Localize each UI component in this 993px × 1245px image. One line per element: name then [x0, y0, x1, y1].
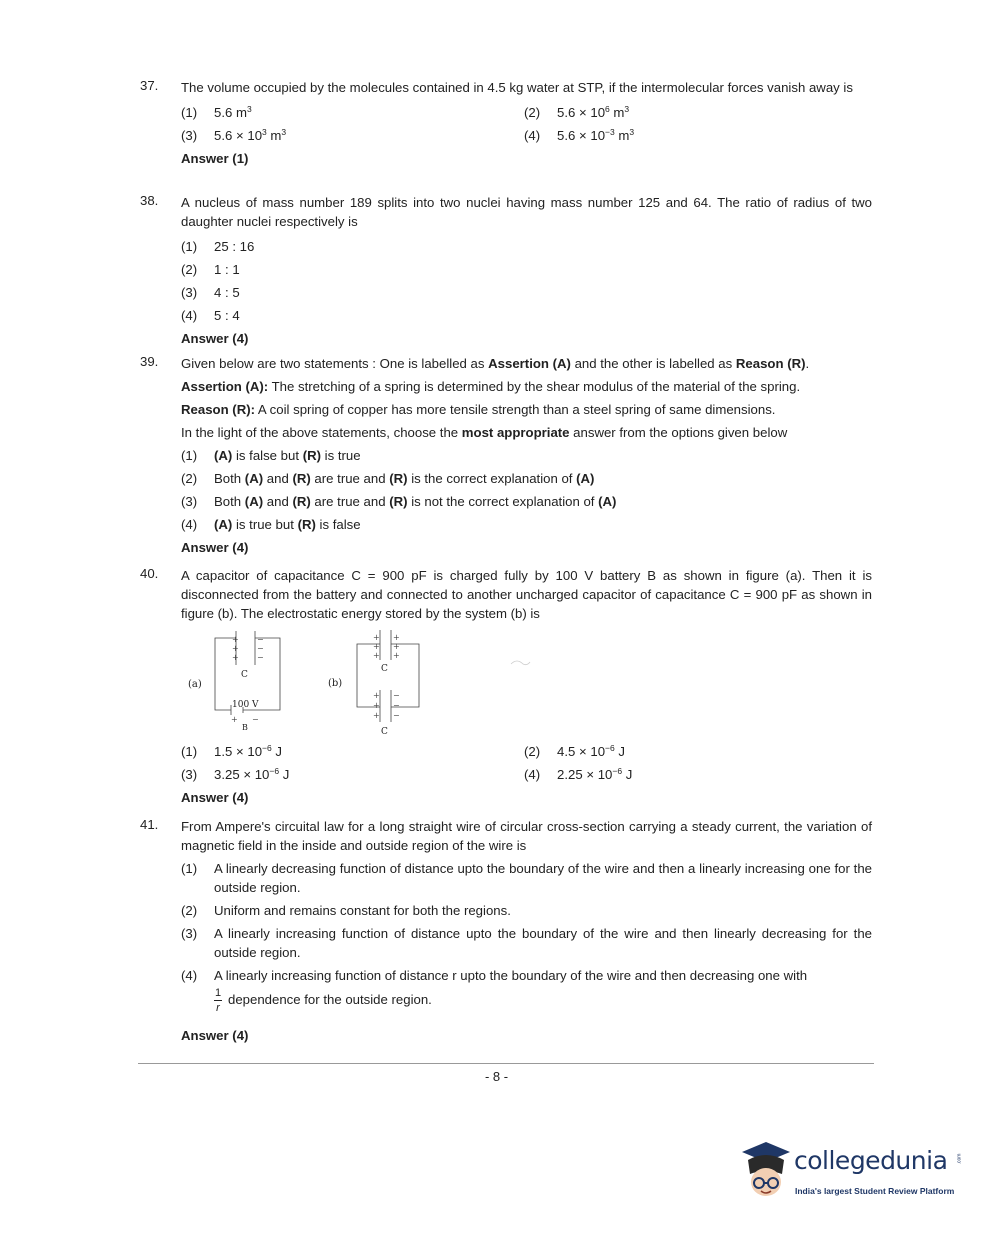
capacitor-label-b-top: C: [381, 664, 388, 674]
logo-wordmark: collegedunia: [794, 1146, 948, 1175]
option-2: (2) $5.6 \times 10^6$ $m^3$: [524, 104, 630, 120]
logo-dot-com: .com: [956, 1153, 963, 1165]
battery-plus: +: [231, 715, 238, 724]
option-3: (3) $3.25 \times 10^{-6}$ J: [181, 766, 290, 782]
question-37: [140, 78, 872, 170]
plate-plus: +: [373, 711, 380, 720]
option-4: (4) $2.25 \times 10^{-6}$ J: [524, 766, 633, 782]
answer: Answer (4): [181, 331, 249, 346]
question-number: 37.: [140, 78, 159, 93]
reason-statement: Reason (R): A coil spring of copper has more tensile strength than a steel spring of same dimensions.: [181, 402, 776, 417]
page-number: - 8 -: [484, 1069, 509, 1084]
plate-plus: +: [373, 633, 380, 642]
plate-plus: +: [373, 691, 380, 700]
plate-minus: −: [393, 711, 400, 720]
plate-plus: +: [393, 633, 400, 642]
option-3: (3) A linearly increasing function of distance upto the boundary of the wire and then linearly decreasing for the outside region.: [181, 926, 872, 960]
plate-plus: +: [232, 644, 239, 653]
collegedunia-logo: [738, 1138, 963, 1208]
question-40: [140, 566, 872, 623]
assertion-statement: Assertion (A): The stretching of a spring is determined by the shear modulus of the material of the spring.: [181, 379, 801, 394]
circuit-figure: [181, 630, 581, 740]
figure-b-label: (b): [328, 678, 343, 689]
logo-tagline: India's largest Student Review Platform: [795, 1186, 955, 1196]
plate-plus: +: [373, 642, 380, 651]
stray-mark: [511, 661, 530, 665]
fraction-one-over-r: $\frac{1}{r}$: [214, 987, 222, 1014]
circuit-b: [357, 630, 419, 722]
question-stem: From Ampere's circuital law for a long straight wire of circular cross-section carrying a steady current, the variation of magnetic field in the inside and outside region of the wire is: [181, 819, 872, 853]
option-3: (3) $5.6 \times 10^3$ $m^3$: [181, 127, 287, 143]
plate-minus: −: [257, 653, 264, 662]
plate-minus: −: [257, 635, 264, 644]
plate-minus: −: [393, 701, 400, 710]
figure-a-label: (a): [188, 679, 202, 690]
footer-divider: [138, 1063, 874, 1064]
plate-plus: +: [232, 653, 239, 662]
instruction-line: In the light of the above statements, choose the most appropriate answer from the options given below: [181, 425, 788, 440]
option-1: (1) (A) is false but (R) is true: [181, 448, 361, 463]
capacitor-label-a: C: [241, 670, 248, 680]
option-2: (2) Both (A) and (R) are true and (R) is the correct explanation of (A): [181, 471, 595, 486]
plate-plus: +: [393, 651, 400, 660]
question-number: 38.: [140, 193, 159, 208]
plate-plus: +: [393, 642, 400, 651]
plate-minus: −: [393, 691, 400, 700]
option-1: (1) A linearly decreasing function of distance upto the boundary of the wire and then a linearly increasing one for the outside region.: [181, 861, 872, 895]
option-2: (2) Uniform and remains constant for both the regions.: [181, 903, 511, 918]
option-3: (3) Both (A) and (R) are true and (R) is not the correct explanation of (A): [181, 494, 617, 509]
question-stem: A capacitor of capacitance C = 900 pF is charged fully by 100 V battery B as shown in figure (a). Then it is disconnected from the battery and connected to another uncharged capacitor of capacitance C = 900 pF as shown in figure (b). The electrostatic energy stored by the system (b) is: [181, 568, 872, 621]
option-4: (4) $5.6 \times 10^{-3}$ $m^3$: [524, 127, 635, 143]
capacitor-label-b-bottom: C: [381, 727, 388, 737]
answer: Answer (1): [181, 151, 249, 166]
question-stem: A nucleus of mass number 189 splits into two nuclei having mass number 125 and 64. The ratio of radius of two daughter nuclei respectively is: [181, 195, 872, 229]
question-stem: The volume occupied by the molecules contained in 4.5 kg water at STP, if the intermolecular forces vanish away is: [181, 80, 853, 95]
question-39: [140, 352, 872, 559]
plate-plus: +: [373, 701, 380, 710]
battery-minus: −: [252, 715, 259, 724]
option-2: (2) $4.5 \times 10^{-6}$ J: [524, 743, 625, 759]
option-1: (1) 25 : 16: [181, 239, 255, 254]
question-41: [140, 817, 872, 1047]
question-number: 41.: [140, 817, 159, 832]
option-4: (4) A linearly increasing function of distance r upto the boundary of the wire and then decreasing one with $\frac{1}{r}$ dependence for the outside region.: [181, 968, 808, 1014]
battery-voltage: 100 V: [232, 700, 259, 710]
option-2: (2) 1 : 1: [181, 262, 240, 277]
answer: Answer (4): [181, 540, 249, 555]
plate-plus: +: [232, 635, 239, 644]
question-number: 40.: [140, 566, 159, 581]
option-1: (1) $1.5 \times 10^{-6}$ J: [181, 743, 282, 759]
mascot-icon: [738, 1138, 794, 1208]
option-1: (1) 5.6 $m^3$: [181, 104, 252, 120]
question-40-options: [140, 740, 872, 809]
answer: Answer (4): [181, 790, 249, 805]
option-4: (4) (A) is true but (R) is false: [181, 517, 361, 532]
option-4: (4) 5 : 4: [181, 308, 240, 323]
question-38: [140, 193, 872, 350]
plate-minus: −: [257, 644, 264, 653]
question-number: 39.: [140, 354, 159, 369]
question-stem: Given below are two statements : One is labelled as Assertion (A) and the other is labelled as Reason (R).: [181, 356, 810, 371]
plate-plus: +: [373, 651, 380, 660]
option-3: (3) 4 : 5: [181, 285, 240, 300]
battery-label: B: [242, 723, 248, 732]
answer: Answer (4): [181, 1028, 249, 1043]
